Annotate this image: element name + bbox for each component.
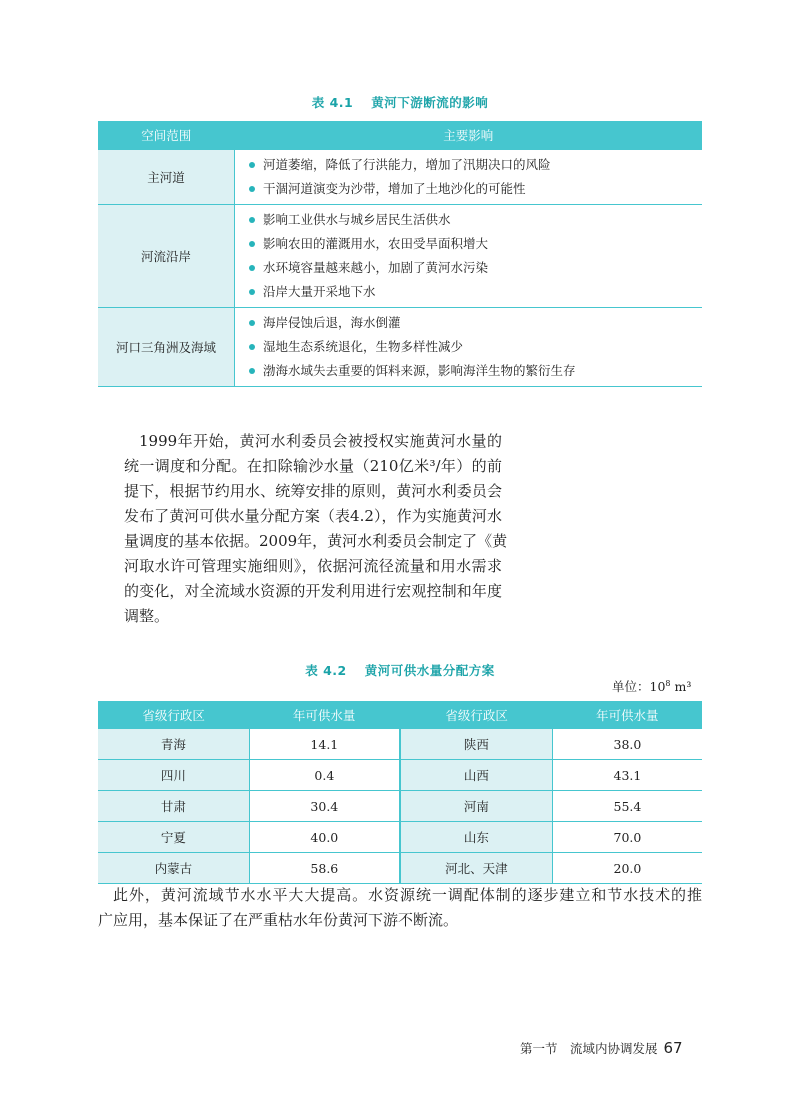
paragraph-line: 统一调度和分配。在扣除输沙水量（210亿米³/年）的前 [124, 457, 502, 475]
province-cell: 青海 [98, 729, 249, 760]
impact-text: 干涸河道演变为沙带，增加了土地沙化的可能性 [263, 181, 526, 196]
province-cell: 甘肃 [98, 791, 249, 822]
table1-impact-cell [235, 150, 703, 205]
page-number: 67 [663, 1039, 683, 1057]
table1-row-riverbanks [98, 205, 702, 308]
table1-header-region: 空间范围 [98, 121, 235, 150]
impact-text: 渤海水域失去重要的饵料来源，影响海洋生物的繁衍生存 [263, 363, 576, 378]
table-row [98, 729, 702, 760]
volume-cell: 70.0 [552, 822, 702, 853]
table1-impact-cell [235, 308, 703, 387]
unit-exponent: 8 [665, 678, 671, 688]
bullet-icon [249, 344, 255, 350]
bullet-icon [249, 368, 255, 374]
yellow-river-cutoff-impact-table [98, 121, 702, 387]
paragraph-line: 1999年开始，黄河水利委员会被授权实施黄河水量的 [139, 432, 502, 450]
impact-text: 水环境容量越来越小，加剧了黄河水污染 [263, 260, 489, 275]
volume-cell: 38.0 [552, 729, 702, 760]
volume-cell: 0.4 [249, 760, 400, 791]
table1-caption-number: 表 4.1 [311, 95, 354, 110]
body-paragraph-water-allocation [124, 429, 508, 629]
volume-cell: 20.0 [552, 853, 702, 884]
volume-cell: 43.1 [552, 760, 702, 791]
table-row [98, 760, 702, 791]
table1-region-cell: 主河道 [98, 150, 235, 205]
table1-header-row [98, 121, 702, 150]
province-cell: 河南 [400, 791, 553, 822]
bullet-icon [249, 241, 255, 247]
bullet-icon [249, 162, 255, 168]
table2-caption-number: 表 4.2 [305, 663, 347, 678]
table2-caption-title: 黄河可供水量分配方案 [364, 663, 495, 678]
impact-item [249, 208, 702, 232]
bullet-icon [249, 217, 255, 223]
impact-list [249, 208, 702, 304]
paragraph-line: 的变化，对全流域水资源的开发利用进行宏观控制和年度 [124, 582, 502, 600]
impact-text: 影响工业供水与城乡居民生活供水 [263, 212, 451, 227]
impact-item [249, 153, 702, 177]
province-cell: 内蒙古 [98, 853, 249, 884]
province-cell: 山西 [400, 760, 553, 791]
paragraph-line: 此外，黄河流域节水水平大大提高。水资源统一调配体制的逐步建立和节水技术的推 [113, 886, 702, 904]
impact-text: 海岸侵蚀后退，海水倒灌 [263, 315, 401, 330]
water-allocation-table [98, 701, 702, 884]
table1-row-delta-sea [98, 308, 702, 387]
bullet-icon [249, 186, 255, 192]
volume-cell: 30.4 [249, 791, 400, 822]
province-cell: 山东 [400, 822, 553, 853]
bullet-icon [249, 320, 255, 326]
volume-cell: 14.1 [249, 729, 400, 760]
table1-caption-title: 黄河下游断流的影响 [371, 95, 489, 110]
table1-row-main-channel [98, 150, 702, 205]
impact-text: 湿地生态系统退化，生物多样性减少 [263, 339, 464, 354]
table-row [98, 822, 702, 853]
table1-impact-cell [235, 205, 703, 308]
impact-text: 影响农田的灌溉用水，农田受旱面积增大 [263, 236, 489, 251]
impact-item [249, 177, 702, 201]
table1-region-cell: 河口三角洲及海域 [98, 308, 235, 387]
paragraph-line: 量调度的基本依据。2009年，黄河水利委员会制定了《黄 [124, 532, 508, 550]
impact-text: 沿岸大量开采地下水 [263, 284, 376, 299]
paragraph-line: 调整。 [124, 607, 170, 625]
impact-item [249, 335, 702, 359]
province-cell: 宁夏 [98, 822, 249, 853]
table1-caption [0, 93, 800, 111]
impact-item [249, 311, 702, 335]
table2-header-province: 省级行政区 [400, 701, 553, 729]
paragraph-line: 河取水许可管理实施细则》，依据河流径流量和用水需求 [124, 557, 502, 575]
table2-unit-label: 单位：$10^8$ m³ [612, 678, 692, 694]
footer-section-title: 第一节 流域内协调发展 [520, 1041, 658, 1056]
table2-header-volume: 年可供水量 [249, 701, 400, 729]
volume-cell: 40.0 [249, 822, 400, 853]
bullet-icon [249, 289, 255, 295]
table1-region-cell: 河流沿岸 [98, 205, 235, 308]
impact-list [249, 311, 702, 383]
table2-header-volume: 年可供水量 [552, 701, 702, 729]
bullet-icon [249, 265, 255, 271]
province-cell: 四川 [98, 760, 249, 791]
table-row [98, 853, 702, 884]
paragraph-line: 提下，根据节约用水、统筹安排的原则，黄河水利委员会 [124, 482, 502, 500]
province-cell: 河北、天津 [400, 853, 553, 884]
impact-item [249, 256, 702, 280]
page-footer [520, 1039, 683, 1057]
table2-header-row [98, 701, 702, 729]
volume-cell: 58.6 [249, 853, 400, 884]
impact-text: 河道萎缩，降低了行洪能力，增加了汛期决口的风险 [263, 157, 551, 172]
province-cell: 陕西 [400, 729, 553, 760]
impact-item [249, 359, 702, 383]
paragraph-line: 广应用，基本保证了在严重枯水年份黄河下游不断流。 [98, 911, 459, 929]
volume-cell: 55.4 [552, 791, 702, 822]
table1-header-impact: 主要影响 [235, 121, 703, 150]
body-paragraph-water-saving [98, 883, 702, 933]
impact-list [249, 153, 702, 201]
impact-item [249, 232, 702, 256]
table-row [98, 791, 702, 822]
impact-item [249, 280, 702, 304]
table2-header-province: 省级行政区 [98, 701, 249, 729]
paragraph-line: 发布了黄河可供水量分配方案（表4.2），作为实施黄河水 [124, 507, 502, 525]
